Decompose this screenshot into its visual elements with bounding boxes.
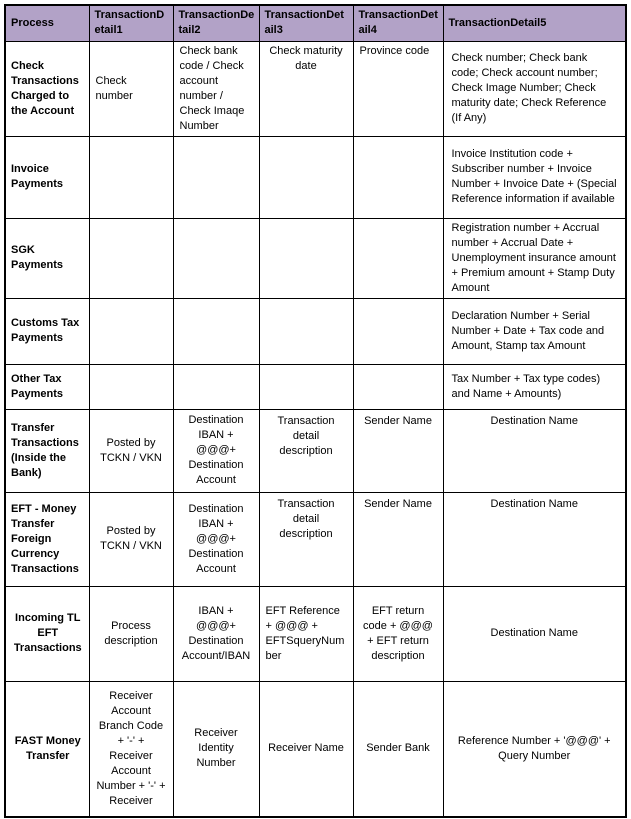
- transaction-detail-3-cell: [259, 136, 353, 218]
- process-cell: Customs Tax Payments: [5, 298, 89, 364]
- transaction-detail-4-cell: [353, 298, 443, 364]
- header-row: [5, 5, 626, 41]
- transaction-detail-3-cell: [259, 298, 353, 364]
- transaction-detail-2-cell: IBAN + @@@+ Destination Account/IBAN: [173, 586, 259, 681]
- transaction-detail-3-cell: Transaction detail description: [259, 492, 353, 586]
- process-cell: EFT - Money Transfer Foreign Currency Transactions: [5, 492, 89, 586]
- transaction-detail-2-cell: Receiver Identity Number: [173, 681, 259, 817]
- column-header-transactiondetail5: TransactionDetail5: [443, 5, 626, 41]
- transaction-detail-1-cell: [89, 218, 173, 298]
- transaction-detail-1-cell: Receiver Account Branch Code + '-' + Receiver Account Number + '-' + Receiver: [89, 681, 173, 817]
- transaction-detail-5-cell: Reference Number + '@@@' + Query Number: [443, 681, 626, 817]
- transaction-detail-2-cell: [173, 298, 259, 364]
- process-cell: Transfer Transactions (Inside the Bank): [5, 409, 89, 492]
- column-header-process: Process: [5, 5, 89, 41]
- transaction-detail-3-cell: Check maturity date: [259, 41, 353, 136]
- transaction-detail-4-cell: Sender Name: [353, 409, 443, 492]
- transaction-detail-3-cell: [259, 364, 353, 409]
- process-cell: Other Tax Payments: [5, 364, 89, 409]
- transaction-detail-1-cell: [89, 364, 173, 409]
- transaction-detail-1-cell: [89, 298, 173, 364]
- transaction-detail-5-cell: Destination Name: [443, 586, 626, 681]
- transaction-detail-2-cell: [173, 136, 259, 218]
- table-header: [5, 5, 626, 41]
- process-cell: FAST Money Transfer: [5, 681, 89, 817]
- transaction-detail-5-cell: Tax Number + Tax type codes) and Name + Amounts): [443, 364, 626, 409]
- transaction-detail-4-cell: EFT return code + @@@ + EFT return description: [353, 586, 443, 681]
- transaction-detail-4-cell: Sender Bank: [353, 681, 443, 817]
- transaction-detail-2-cell: Destination IBAN + @@@+ Destination Account: [173, 409, 259, 492]
- column-header-transactiondetail4: TransactionDetail4: [353, 5, 443, 41]
- process-cell: SGK Payments: [5, 218, 89, 298]
- transaction-detail-5-cell: Invoice Institution code + Subscriber number + Invoice Number + Invoice Date + (Special Reference information if available: [443, 136, 626, 218]
- process-cell: Incoming TL EFT Transactions: [5, 586, 89, 681]
- transaction-detail-2-cell: [173, 218, 259, 298]
- column-header-transactiondetail1: TransactionDetail1: [89, 5, 173, 41]
- transaction-detail-3-cell: Receiver Name: [259, 681, 353, 817]
- table-body: [5, 41, 626, 817]
- transaction-detail-1-cell: Check number: [89, 41, 173, 136]
- transaction-detail-2-cell: Check bank code / Check account number / Check Imaqe Number: [173, 41, 259, 136]
- transaction-details-table: [4, 4, 627, 818]
- table-row: [5, 681, 626, 817]
- transaction-detail-5-cell: Check number; Check bank code; Check account number; Check Image Number; Check maturity date; Check Reference (If Any): [443, 41, 626, 136]
- transaction-detail-4-cell: [353, 218, 443, 298]
- transaction-detail-4-cell: [353, 364, 443, 409]
- transaction-detail-5-cell: Declaration Number + Serial Number + Date + Tax code and Amount, Stamp tax Amount: [443, 298, 626, 364]
- column-header-transactiondetail3: TransactionDetail3: [259, 5, 353, 41]
- table-row: [5, 136, 626, 218]
- table-row: [5, 364, 626, 409]
- table-row: [5, 41, 626, 136]
- transaction-detail-3-cell: EFT Reference + @@@ + EFTSqueryNumber: [259, 586, 353, 681]
- table-row: [5, 298, 626, 364]
- transaction-detail-3-cell: Transaction detail description: [259, 409, 353, 492]
- process-cell: Check Transactions Charged to the Account: [5, 41, 89, 136]
- table-row: [5, 492, 626, 586]
- table-row: [5, 409, 626, 492]
- transaction-detail-1-cell: Process description: [89, 586, 173, 681]
- process-cell: Invoice Payments: [5, 136, 89, 218]
- column-header-transactiondetail2: TransactionDetail2: [173, 5, 259, 41]
- transaction-detail-3-cell: [259, 218, 353, 298]
- transaction-detail-4-cell: Sender Name: [353, 492, 443, 586]
- transaction-detail-1-cell: Posted by TCKN / VKN: [89, 409, 173, 492]
- transaction-detail-5-cell: Registration number + Accrual number + Accrual Date + Unemployment insurance amount + Premium amount + Stamp Duty Amount: [443, 218, 626, 298]
- transaction-detail-5-cell: Destination Name: [443, 409, 626, 492]
- transaction-detail-1-cell: [89, 136, 173, 218]
- transaction-detail-4-cell: [353, 136, 443, 218]
- table-row: [5, 586, 626, 681]
- transaction-detail-4-cell: Province code: [353, 41, 443, 136]
- transaction-detail-1-cell: Posted by TCKN / VKN: [89, 492, 173, 586]
- table-row: [5, 218, 626, 298]
- transaction-detail-2-cell: Destination IBAN + @@@+ Destination Account: [173, 492, 259, 586]
- transaction-detail-5-cell: Destination Name: [443, 492, 626, 586]
- transaction-detail-2-cell: [173, 364, 259, 409]
